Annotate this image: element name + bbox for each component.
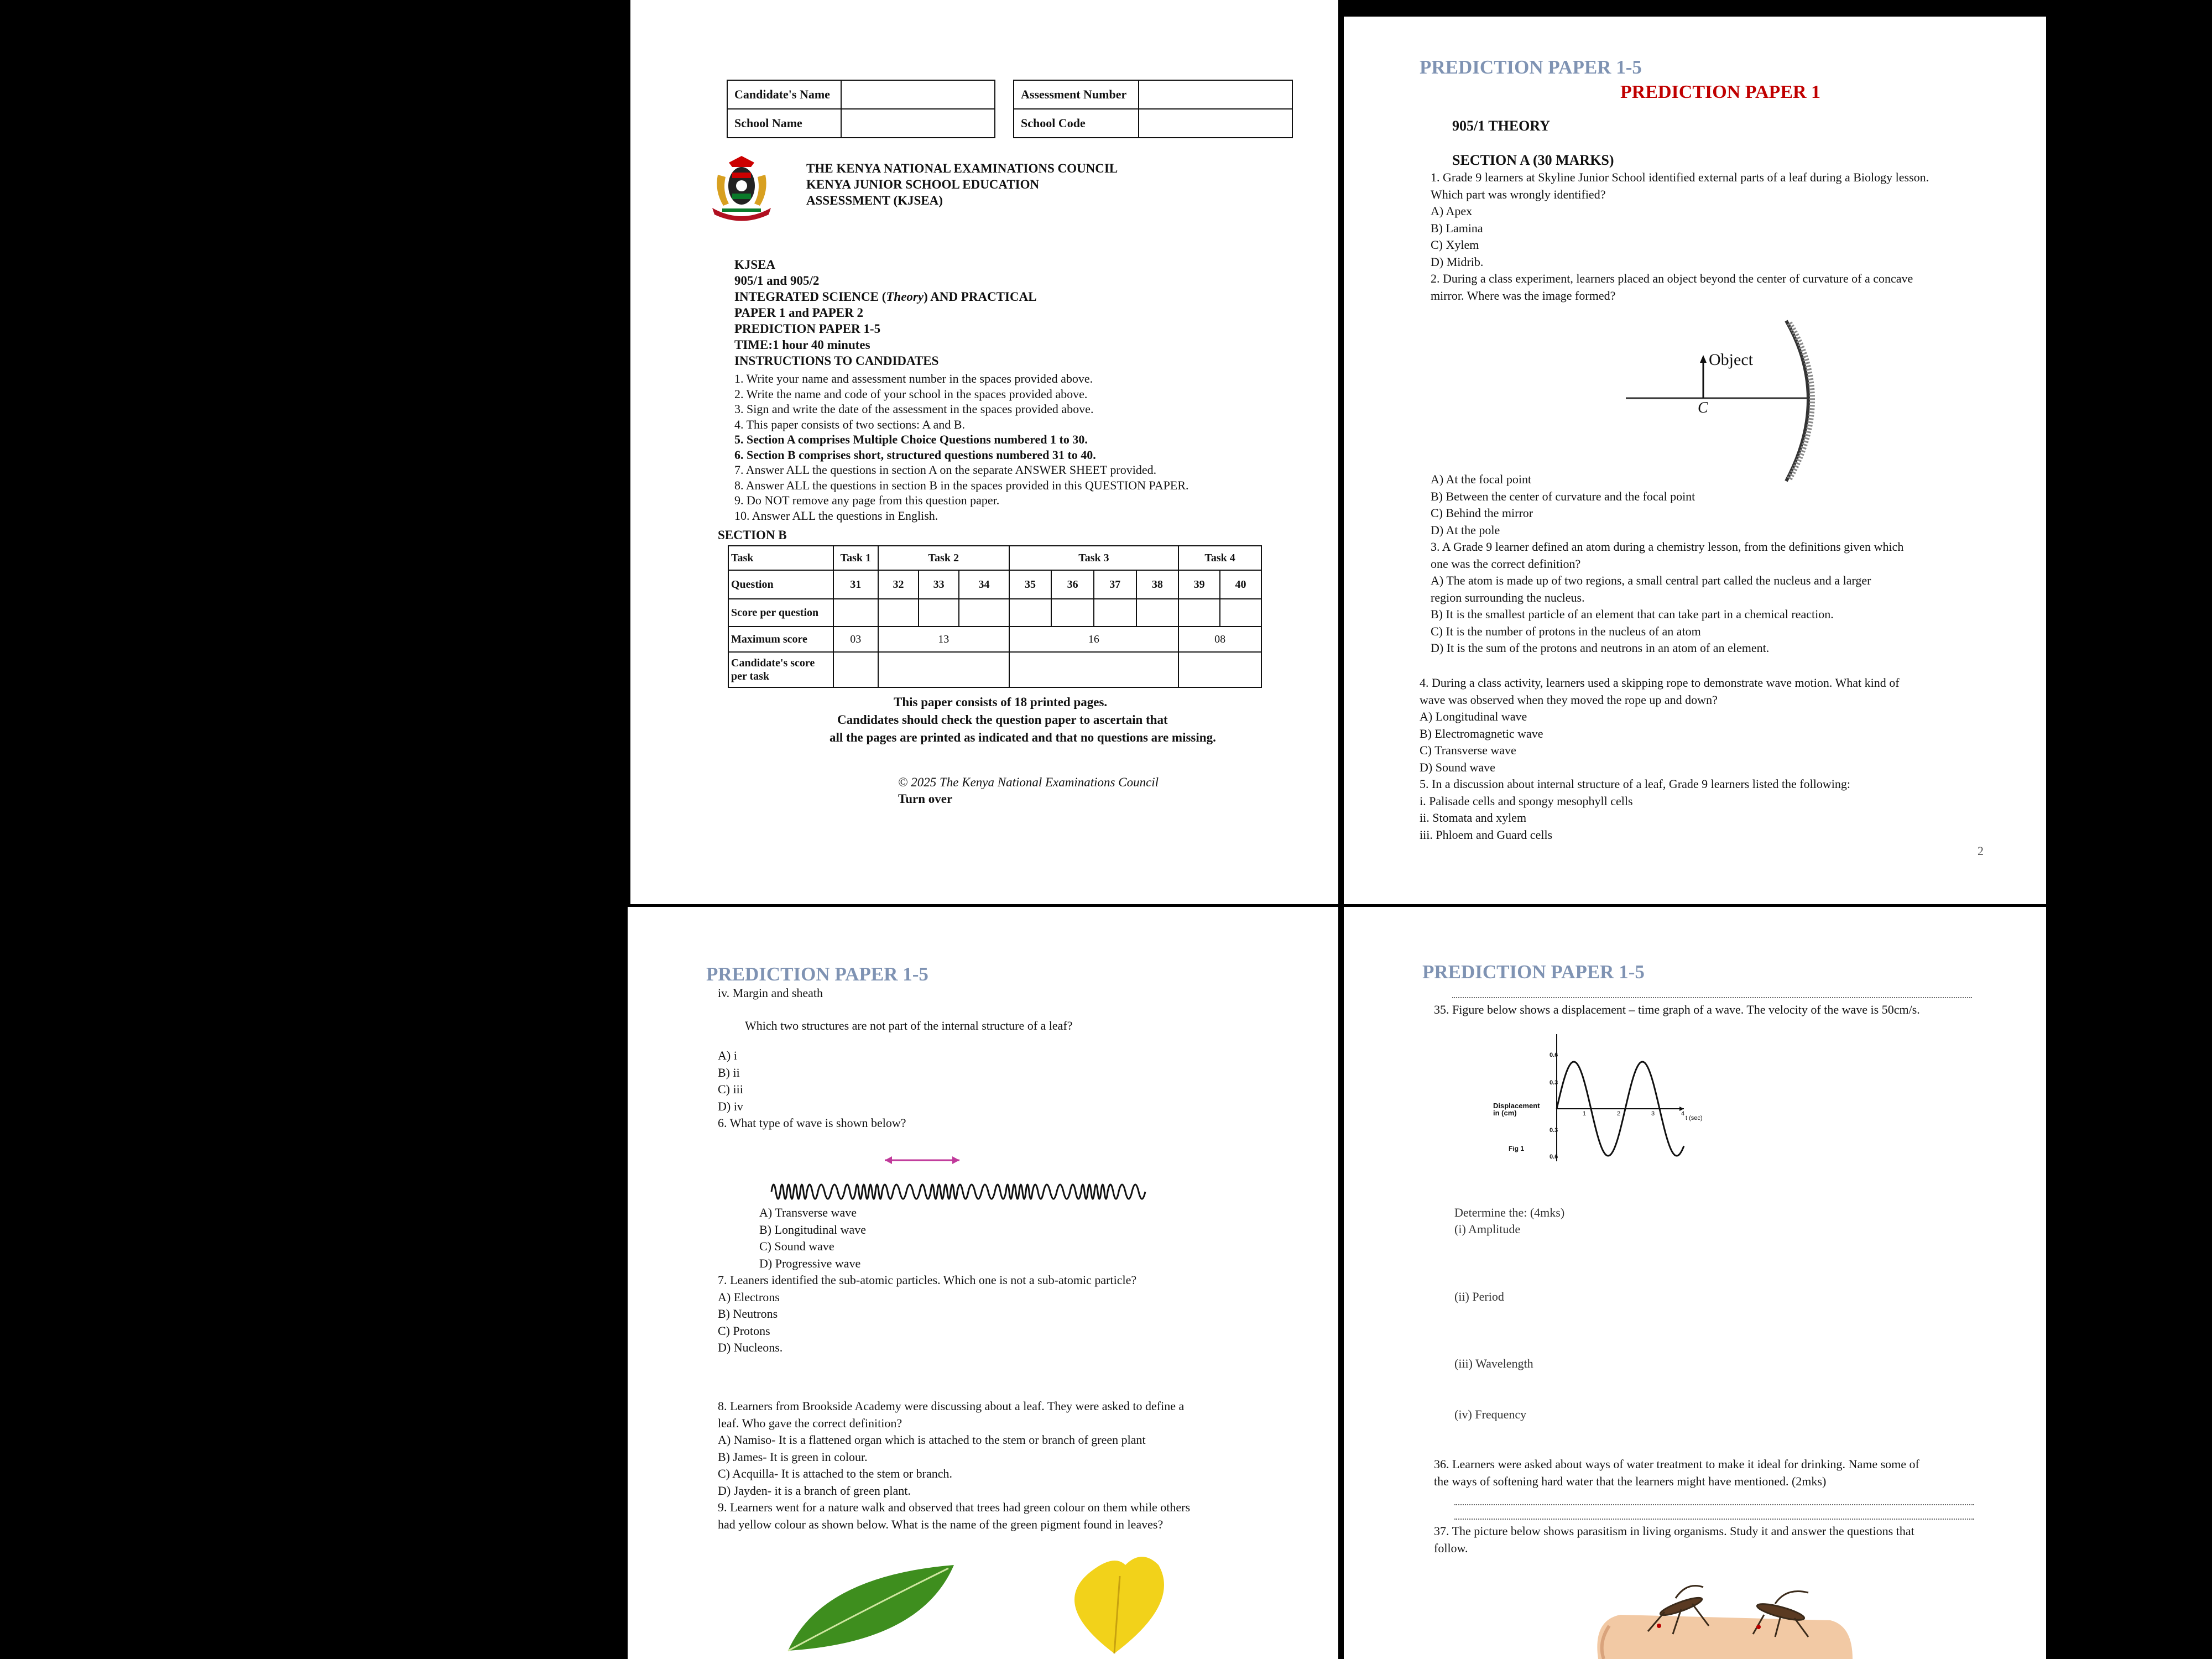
candidate-score-cell[interactable] (1009, 652, 1179, 687)
meta-codes: 905/1 and 905/2 (734, 274, 820, 288)
question-line: the ways of softening hard water that the learners might have mentioned. (2mks) (1434, 1474, 1827, 1488)
question-line: 9. Learners went for a nature walk and observed that trees had green colour on them while others (718, 1500, 1191, 1514)
option-line: B) Between the center of curvature and the focal point (1431, 489, 1695, 503)
option-line: B) Neutrons (718, 1307, 778, 1321)
option-line: A) Namiso- It is a flattened organ which is attached to the stem or branch of green plant (718, 1433, 1146, 1447)
council-line-1: THE KENYA NATIONAL EXAMINATIONS COUNCIL (806, 161, 1118, 175)
school-name-label: School Name (727, 109, 841, 138)
score-cell[interactable] (1009, 599, 1052, 627)
yellow-leaf-icon (1074, 1557, 1164, 1653)
instruction-item: 2. Write the name and code of your school in the spaces provided above. (734, 387, 1088, 401)
instruction-item: 10. Answer ALL the questions in English. (734, 508, 938, 523)
diagram-object-label: Object (1709, 351, 1753, 369)
option-line: C) Transverse wave (1420, 743, 1516, 757)
option-line: D) Midrib. (1431, 254, 1484, 269)
q7-block (718, 1272, 1136, 1357)
answer-line[interactable] (1454, 1504, 1974, 1505)
green-leaf-icon (788, 1565, 954, 1651)
coat-of-arms-logo (707, 153, 776, 222)
q6-options (759, 1204, 866, 1272)
list-line: i. Palisade cells and spongy mesophyll cells (1420, 794, 1633, 808)
instruction-item: 4. This paper consists of two sections: A and B. (734, 417, 965, 431)
max-score-task-4: 08 (1178, 627, 1261, 652)
question-line: follow. (1434, 1541, 1468, 1555)
question-line: 37. The picture below shows parasitism in living organisms. Study it and answer the questions that (1434, 1524, 1914, 1538)
question-header: Question (728, 570, 833, 599)
footer-check: Candidates should check the question paper to ascertain that (837, 713, 1168, 727)
y-tick-label: 0.3 (1550, 1079, 1558, 1086)
assessment-boxes (1013, 80, 1293, 138)
meta-kjsea: KJSEA (734, 258, 776, 272)
question-line: 1. Grade 9 learners at Skyline Junior School identified external parts of a leaf during a Biology lesson. (1431, 170, 1929, 184)
candidate-score-cell[interactable] (878, 652, 1009, 687)
option-line: C) Acquilla- It is attached to the stem or branch. (718, 1467, 952, 1480)
question-line: 3. A Grade 9 learner defined an atom during a chemistry lesson, from the definitions given which (1431, 540, 1904, 554)
option-line: region surrounding the nucleus. (1431, 590, 1585, 604)
score-per-question-label: Score per question (728, 599, 833, 627)
score-cell[interactable] (919, 599, 959, 627)
option-line: C) Protons (718, 1323, 770, 1338)
paper-title: PREDICTION PAPER 1 (1620, 82, 1821, 102)
question-cell: 31 (833, 570, 878, 599)
footer-missing: all the pages are printed as indicated and that no questions are missing. (830, 731, 1216, 744)
candidate-score-cell[interactable] (833, 652, 878, 687)
diagram-c-label: C (1698, 399, 1708, 416)
option-line: B) James- It is green in colour. (718, 1449, 868, 1464)
q8-q9-block (718, 1398, 1190, 1533)
instruction-item: 5. Section A comprises Multiple Choice Questions numbered 1 to 30. (734, 432, 1088, 446)
maximum-score-label: Maximum score (728, 627, 833, 652)
option-line: A) Apex (1431, 204, 1473, 218)
paper-code: 905/1 THEORY (1452, 118, 1551, 134)
question-line: 6. What type of wave is shown below? (718, 1116, 906, 1130)
assessment-number-field[interactable] (1139, 80, 1292, 109)
task-header: Task (728, 546, 833, 570)
list-iv: iv. Margin and sheath (718, 986, 823, 1000)
option-line: D) iv (718, 1099, 743, 1113)
q37-block (1434, 1523, 1914, 1557)
instruction-item: 8. Answer ALL the questions in section B in the spaces provided in this QUESTION PAPER. (734, 478, 1189, 492)
longitudinal-wave-spring (766, 1150, 1241, 1211)
option-line: D) Sound wave (1420, 760, 1495, 774)
turn-over: Turn over (898, 792, 953, 806)
instruction-item: 3. Sign and write the date of the assessment in the spaces provided above. (734, 402, 1094, 416)
meta-time: TIME:1 hour 40 minutes (734, 338, 870, 352)
running-header: PREDICTION PAPER 1-5 (1420, 56, 1642, 78)
option-line: D) Jayden- it is a branch of green plant. (718, 1483, 911, 1498)
question-line: 36. Learners were asked about ways of water treatment to make it ideal for drinking. Name some of (1434, 1457, 1919, 1471)
candidate-score-label: Candidate's score per task (728, 652, 833, 687)
task-3-header: Task 3 (1009, 546, 1179, 570)
question-line: had yellow colour as shown below. What is the name of the green pigment found in leaves? (718, 1517, 1164, 1531)
q4-q5-block (1420, 675, 1900, 843)
concave-mirror-diagram (1620, 315, 1819, 498)
task-1-header: Task 1 (833, 546, 878, 570)
score-cell[interactable] (1136, 599, 1179, 627)
option-line: B) Lamina (1431, 221, 1483, 235)
meta-papers: PAPER 1 and PAPER 2 (734, 306, 863, 320)
q2-q3-block (1431, 471, 1903, 657)
part-amplitude: (i) Amplitude (1454, 1222, 1521, 1236)
option-line: A) The atom is made up of two regions, a small central part called the nucleus and a larger (1431, 573, 1871, 587)
x-tick-label: 4 (1681, 1110, 1685, 1117)
page-3 (628, 907, 1338, 1659)
running-header: PREDICTION PAPER 1-5 (1422, 961, 1645, 983)
max-score-task-1: 03 (833, 627, 878, 652)
instruction-item: 7. Answer ALL the questions in section A on the separate ANSWER SHEET provided. (734, 463, 1157, 477)
option-line: C) Behind the mirror (1431, 506, 1533, 520)
score-cell[interactable] (833, 599, 878, 627)
question-line: 4. During a class activity, learners used a skipping rope to demonstrate wave motion. What kind of (1420, 676, 1900, 690)
option-line: B) It is the smallest particle of an element that can take part in a chemical reaction. (1431, 607, 1834, 621)
graph-ylabel: Displacement in (cm) (1493, 1102, 1540, 1117)
candidate-score-cell[interactable] (1178, 652, 1261, 687)
question-line: one was the correct definition? (1431, 556, 1581, 571)
option-line: A) Longitudinal wave (1420, 709, 1527, 723)
question-line: wave was observed when they moved the rope up and down? (1420, 692, 1718, 707)
footer-pages: This paper consists of 18 printed pages. (894, 695, 1108, 709)
option-line: D) At the pole (1431, 523, 1500, 537)
option-line: C) Sound wave (759, 1239, 834, 1253)
option-line: D) Nucleons. (718, 1340, 783, 1354)
part-wavelength: (iii) Wavelength (1454, 1357, 1533, 1370)
task-4-header: Task 4 (1178, 546, 1261, 570)
question-line: Which part was wrongly identified? (1431, 187, 1606, 201)
page-4 (1344, 907, 2046, 1659)
part-period: (ii) Period (1454, 1290, 1504, 1303)
x-tick-label: 1 (1583, 1110, 1587, 1117)
parasitism-picture (1576, 1582, 1864, 1659)
question-line: mirror. Where was the image formed? (1431, 288, 1616, 302)
x-tick-label: 2 (1617, 1110, 1621, 1117)
score-cell[interactable] (959, 599, 1009, 627)
page-2 (1344, 17, 2046, 904)
candidates-name-field[interactable] (841, 80, 995, 109)
page-cover (630, 0, 1338, 904)
question-line: 8. Learners from Brookside Academy were discussing about a leaf. They were asked to define a (718, 1399, 1185, 1413)
y-tick-label: 0.3 (1550, 1127, 1558, 1134)
option-line: A) Transverse wave (759, 1206, 857, 1219)
question-cell: 32 (878, 570, 919, 599)
max-score-task-3: 16 (1009, 627, 1179, 652)
option-line: C) Xylem (1431, 238, 1479, 252)
score-table (728, 545, 1262, 688)
option-line: B) Electromagnetic wave (1420, 726, 1543, 740)
council-line-2: KENYA JUNIOR SCHOOL EDUCATION (806, 178, 1040, 191)
option-line: D) Progressive wave (759, 1256, 861, 1270)
answer-line[interactable] (1452, 997, 1972, 998)
question-line: 2. During a class experiment, learners placed an object beyond the center of curvature of a concave (1431, 272, 1913, 285)
meta-prediction: PREDICTION PAPER 1-5 (734, 322, 881, 336)
max-score-task-2: 13 (878, 627, 1009, 652)
candidate-boxes (727, 80, 995, 138)
meta-subject: INTEGRATED SCIENCE (Theory) AND PRACTICAL (734, 290, 1037, 304)
question-cell: 39 (1178, 570, 1220, 599)
question-cell: 33 (919, 570, 959, 599)
option-line: C) It is the number of protons in the nucleus of an atom (1431, 624, 1701, 638)
council-line-3: ASSESSMENT (KJSEA) (806, 194, 943, 207)
task-2-header: Task 2 (878, 546, 1009, 570)
q5-options (718, 1047, 906, 1132)
determine-instruction: Determine the: (4mks) (1454, 1206, 1565, 1219)
option-line: A) Electrons (718, 1290, 780, 1304)
instruction-item: 9. Do NOT remove any page from this question paper. (734, 493, 1000, 507)
school-code-label: School Code (1014, 109, 1139, 138)
part-frequency: (iv) Frequency (1454, 1407, 1527, 1421)
option-line: A) At the focal point (1431, 472, 1532, 486)
question-cell: 35 (1009, 570, 1052, 599)
question-cell: 40 (1220, 570, 1261, 599)
y-tick-label: 0.6 (1550, 1052, 1558, 1058)
list-line: ii. Stomata and xylem (1420, 811, 1527, 825)
option-line: A) i (718, 1048, 737, 1062)
q5-stem: Which two structures are not part of the internal structure of a leaf? (745, 1019, 1073, 1032)
question-cell: 34 (959, 570, 1009, 599)
leaves-illustration (782, 1543, 1236, 1659)
question-cell: 38 (1136, 570, 1179, 599)
score-cell[interactable] (1094, 599, 1136, 627)
question-cell: 36 (1051, 570, 1094, 599)
x-tick-label: 3 (1651, 1110, 1655, 1117)
option-line: D) It is the sum of the protons and neutrons in an atom of an element. (1431, 641, 1770, 655)
answer-line[interactable] (1454, 1519, 1974, 1520)
candidates-name-label: Candidate's Name (727, 80, 841, 109)
meta-instructions-title: INSTRUCTIONS TO CANDIDATES (734, 354, 939, 368)
school-code-field[interactable] (1139, 109, 1292, 138)
list-line: iii. Phloem and Guard cells (1420, 827, 1553, 842)
assessment-number-label: Assessment Number (1014, 80, 1139, 109)
running-header: PREDICTION PAPER 1-5 (706, 963, 928, 985)
section-a-title: SECTION A (30 MARKS) (1452, 152, 1614, 168)
instructions-list (734, 371, 1189, 523)
section-b-title: SECTION B (718, 528, 787, 542)
option-line: C) iii (718, 1082, 743, 1096)
graph-xlabel: t (sec) (1686, 1115, 1703, 1121)
score-cell[interactable] (1178, 599, 1220, 627)
question-line: 5. In a discussion about internal structure of a leaf, Grade 9 learners listed the following: (1420, 777, 1850, 791)
instruction-item: 6. Section B comprises short, structured questions numbered 31 to 40. (734, 447, 1096, 462)
school-name-field[interactable] (841, 109, 995, 138)
score-cell[interactable] (1220, 599, 1261, 627)
question-line: leaf. Who gave the correct definition? (718, 1416, 902, 1430)
instruction-item: 1. Write your name and assessment number in the spaces provided above. (734, 372, 1093, 385)
question-cell: 37 (1094, 570, 1136, 599)
score-cell[interactable] (878, 599, 919, 627)
q36-block (1434, 1456, 1919, 1490)
question-line: 7. Leaners identified the sub-atomic particles. Which one is not a sub-atomic particle? (718, 1273, 1137, 1287)
graph-fig-label: Fig 1 (1509, 1145, 1525, 1152)
y-tick-label: 0.6 (1550, 1154, 1558, 1160)
copyright: © 2025 The Kenya National Examinations Council (898, 775, 1159, 789)
option-line: B) Longitudinal wave (759, 1222, 867, 1237)
page-number: 2 (1978, 844, 1984, 858)
option-line: B) ii (718, 1065, 740, 1079)
q35-stem: 35. Figure below shows a displacement – time graph of a wave. The velocity of the wave is 50cm/s. (1434, 1003, 1920, 1016)
q1-q2-block (1431, 169, 1929, 304)
score-cell[interactable] (1051, 599, 1094, 627)
